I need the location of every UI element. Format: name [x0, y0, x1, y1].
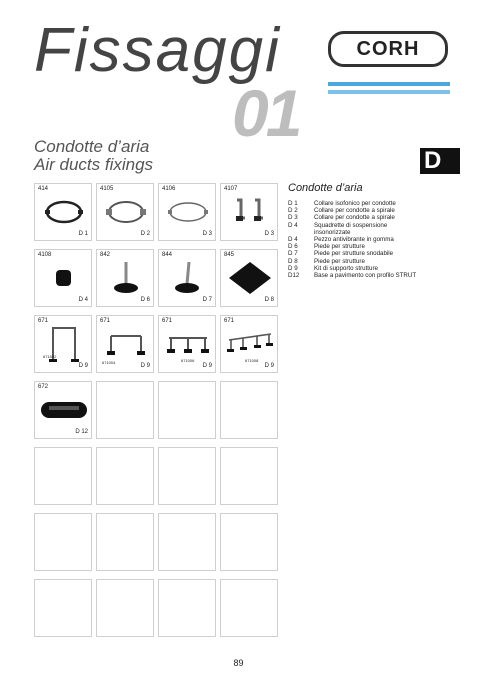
accent-bar — [328, 82, 450, 86]
empty-cell — [158, 381, 216, 439]
product-code: 671 — [38, 318, 49, 324]
list-item — [288, 222, 464, 236]
product-subcode: 671004 — [102, 360, 116, 365]
product-code: 414 — [38, 186, 49, 192]
product-cell[interactable] — [34, 315, 92, 373]
product-code: 671 — [224, 318, 235, 324]
list-item — [288, 265, 464, 272]
list-code: D 6 — [288, 243, 298, 251]
list-title: Condotte d’aria — [288, 182, 363, 194]
subtitle-en: Air ducts fixings — [34, 155, 154, 174]
product-code: 4106 — [162, 186, 176, 192]
product-ref: D 6 — [140, 297, 150, 303]
product-cell[interactable] — [220, 249, 278, 307]
product-code: 4108 — [38, 252, 52, 258]
product-list — [288, 200, 464, 279]
list-code: D 1 — [288, 200, 298, 207]
empty-cell — [158, 579, 216, 637]
logo-text: CORH — [356, 37, 420, 60]
product-code: 671 — [162, 318, 173, 324]
chapter-number: 01 — [232, 76, 300, 150]
list-text: Kit di supporto strutture — [314, 264, 378, 272]
accent-bar-light — [328, 90, 450, 94]
product-ref: D 4 — [78, 297, 88, 303]
list-text: Collare isofonico per condotte — [314, 200, 396, 207]
list-text: Piede per strutture — [314, 257, 365, 265]
empty-cell — [220, 447, 278, 505]
empty-cell — [96, 579, 154, 637]
product-cell[interactable] — [220, 183, 278, 241]
product-ref: D 8 — [264, 297, 274, 303]
empty-cell — [96, 447, 154, 505]
list-item — [288, 200, 464, 207]
product-subcode: 671006 — [181, 358, 195, 363]
list-item — [288, 250, 464, 257]
list-text: Piede per strutture snodabile — [314, 250, 394, 258]
product-ref: D 1 — [78, 231, 88, 237]
list-code: D 8 — [288, 257, 298, 265]
section-badge: D — [420, 148, 460, 174]
empty-cell — [34, 447, 92, 505]
empty-cell — [220, 513, 278, 571]
product-cell[interactable] — [96, 183, 154, 241]
empty-cell — [34, 513, 92, 571]
list-item — [288, 214, 464, 221]
list-item — [288, 272, 464, 279]
product-code: 4105 — [100, 186, 114, 192]
product-code: 845 — [224, 252, 235, 258]
list-code: D 3 — [288, 214, 298, 222]
product-cell[interactable] — [158, 315, 216, 373]
list-item — [288, 258, 464, 265]
list-code: D 4 — [288, 221, 298, 229]
product-cell[interactable] — [158, 183, 216, 241]
list-code: D 7 — [288, 250, 298, 258]
list-code: D 4 — [288, 236, 298, 244]
product-ref: D 12 — [75, 429, 88, 435]
list-item — [288, 207, 464, 214]
empty-cell — [34, 579, 92, 637]
product-ref: D 9 — [264, 363, 274, 369]
product-code: 672 — [38, 384, 49, 390]
product-ref: D 9 — [140, 363, 150, 369]
subtitle-it: Condotte d’aria — [34, 137, 150, 156]
product-cell[interactable] — [34, 381, 92, 439]
product-code: 671 — [100, 318, 111, 324]
product-cell[interactable] — [96, 249, 154, 307]
product-ref: D 3 — [264, 231, 274, 237]
product-cell[interactable] — [96, 315, 154, 373]
list-code: D12 — [288, 272, 300, 280]
list-text: Collare per condotte a spirale — [314, 207, 395, 215]
product-cell[interactable] — [34, 183, 92, 241]
list-text: Squadrette di sospensione insonorizzate — [314, 221, 388, 236]
product-ref: D 2 — [140, 231, 150, 237]
product-ref: D 7 — [202, 297, 212, 303]
list-code: D 9 — [288, 264, 298, 272]
list-code: D 2 — [288, 207, 298, 215]
page-number: 89 — [233, 658, 244, 668]
empty-cell — [96, 513, 154, 571]
product-code: 844 — [162, 252, 173, 258]
empty-cell — [220, 579, 278, 637]
product-subcode: 671502 — [43, 354, 57, 359]
product-code: 842 — [100, 252, 111, 258]
list-text: Pezzo antivibrante in gomma — [314, 236, 394, 244]
list-text: Collare per condotte a spirale — [314, 214, 395, 222]
list-text: Piede per strutture — [314, 243, 365, 251]
product-ref: D 9 — [78, 363, 88, 369]
empty-cell — [158, 513, 216, 571]
list-item — [288, 243, 464, 250]
product-cell[interactable] — [34, 249, 92, 307]
product-subcode: 671008 — [245, 358, 259, 363]
brand-logo — [328, 31, 448, 67]
product-cell[interactable] — [220, 315, 278, 373]
product-ref: D 9 — [202, 363, 212, 369]
empty-cell — [220, 381, 278, 439]
product-ref: D 3 — [202, 231, 212, 237]
product-code: 4107 — [224, 186, 238, 192]
list-text: Base a pavimento con profilo STRUT — [314, 272, 417, 280]
product-grid — [34, 183, 278, 637]
empty-cell — [96, 381, 154, 439]
empty-cell — [158, 447, 216, 505]
list-item — [288, 236, 464, 243]
page-title: Fissaggi — [34, 16, 281, 85]
product-cell[interactable] — [158, 249, 216, 307]
